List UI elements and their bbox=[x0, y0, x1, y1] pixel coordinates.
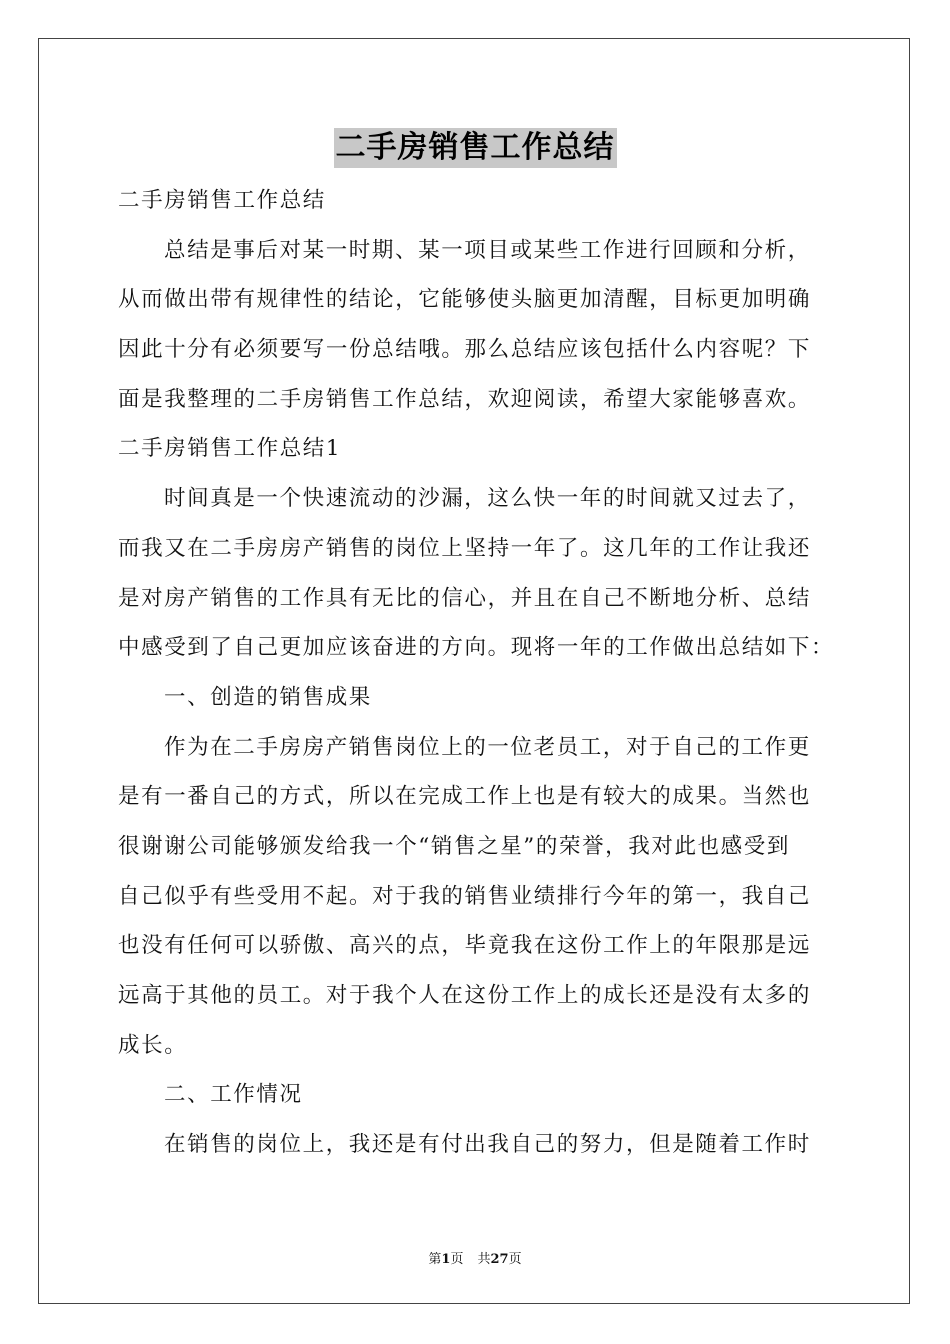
text-line: 因此十分有必须要写一份总结哦。那么总结应该包括什么内容呢？下 bbox=[118, 337, 812, 363]
page-footer bbox=[0, 1248, 950, 1267]
text-line: 而我又在二手房房产销售的岗位上坚持一年了。这几年的工作让我还 bbox=[118, 535, 812, 561]
text-line: 是对房产销售的工作具有无比的信心，并且在自己不断地分析、总结 bbox=[118, 585, 812, 611]
document-title: 二手房销售工作总结 bbox=[334, 128, 617, 168]
text-line: 也没有任何可以骄傲、高兴的点，毕竟我在这份工作上的年限那是远 bbox=[118, 933, 812, 959]
total-suffix: 页 bbox=[508, 1252, 522, 1267]
text-line: 二手房销售工作总结 bbox=[118, 188, 326, 213]
document-body bbox=[118, 176, 840, 1170]
text-line: 总结是事后对某一时期、某一项目或某些工作进行回顾和分析， bbox=[164, 237, 811, 263]
section-heading: 二、工作情况 bbox=[164, 1082, 303, 1108]
text-line: 二手房销售工作总结1 bbox=[118, 436, 342, 462]
total-prefix: 共 bbox=[477, 1252, 491, 1267]
text-line: 时间真是一个快速流动的沙漏，这么快一年的时间就又过去了， bbox=[164, 486, 811, 512]
text-line: 自己似乎有些受用不起。对于我的销售业绩排行今年的第一，我自己 bbox=[118, 883, 812, 909]
page-total: 27 bbox=[490, 1252, 509, 1267]
text-line: 作为在二手房房产销售岗位上的一位老员工，对于自己的工作更 bbox=[164, 734, 811, 760]
title-container bbox=[0, 128, 950, 168]
text-line: 面是我整理的二手房销售工作总结，欢迎阅读，希望大家能够喜欢。 bbox=[118, 386, 812, 412]
text-line: 远高于其他的员工。对于我个人在这份工作上的成长还是没有太多的 bbox=[118, 983, 812, 1008]
page-prefix: 第 bbox=[428, 1252, 442, 1267]
page-current: 1 bbox=[441, 1252, 451, 1267]
page-suffix: 页 bbox=[450, 1252, 464, 1267]
text-line: 是有一番自己的方式，所以在完成工作上也是有较大的成果。当然也 bbox=[118, 784, 812, 810]
text-line: 很谢谢公司能够颁发给我一个“销售之星”的荣誉，我对此也感受到 bbox=[118, 833, 790, 859]
section-heading: 一、创造的销售成果 bbox=[164, 684, 372, 710]
text-line: 中感受到了自己更加应该奋进的方向。现将一年的工作做出总结如下： bbox=[118, 635, 835, 661]
text-line: 成长。 bbox=[118, 1032, 188, 1058]
text-line: 从而做出带有规律性的结论，它能够使头脑更加清醒，目标更加明确 bbox=[118, 287, 812, 313]
text-line: 在销售的岗位上，我还是有付出我自己的努力，但是随着工作时 bbox=[164, 1132, 811, 1158]
